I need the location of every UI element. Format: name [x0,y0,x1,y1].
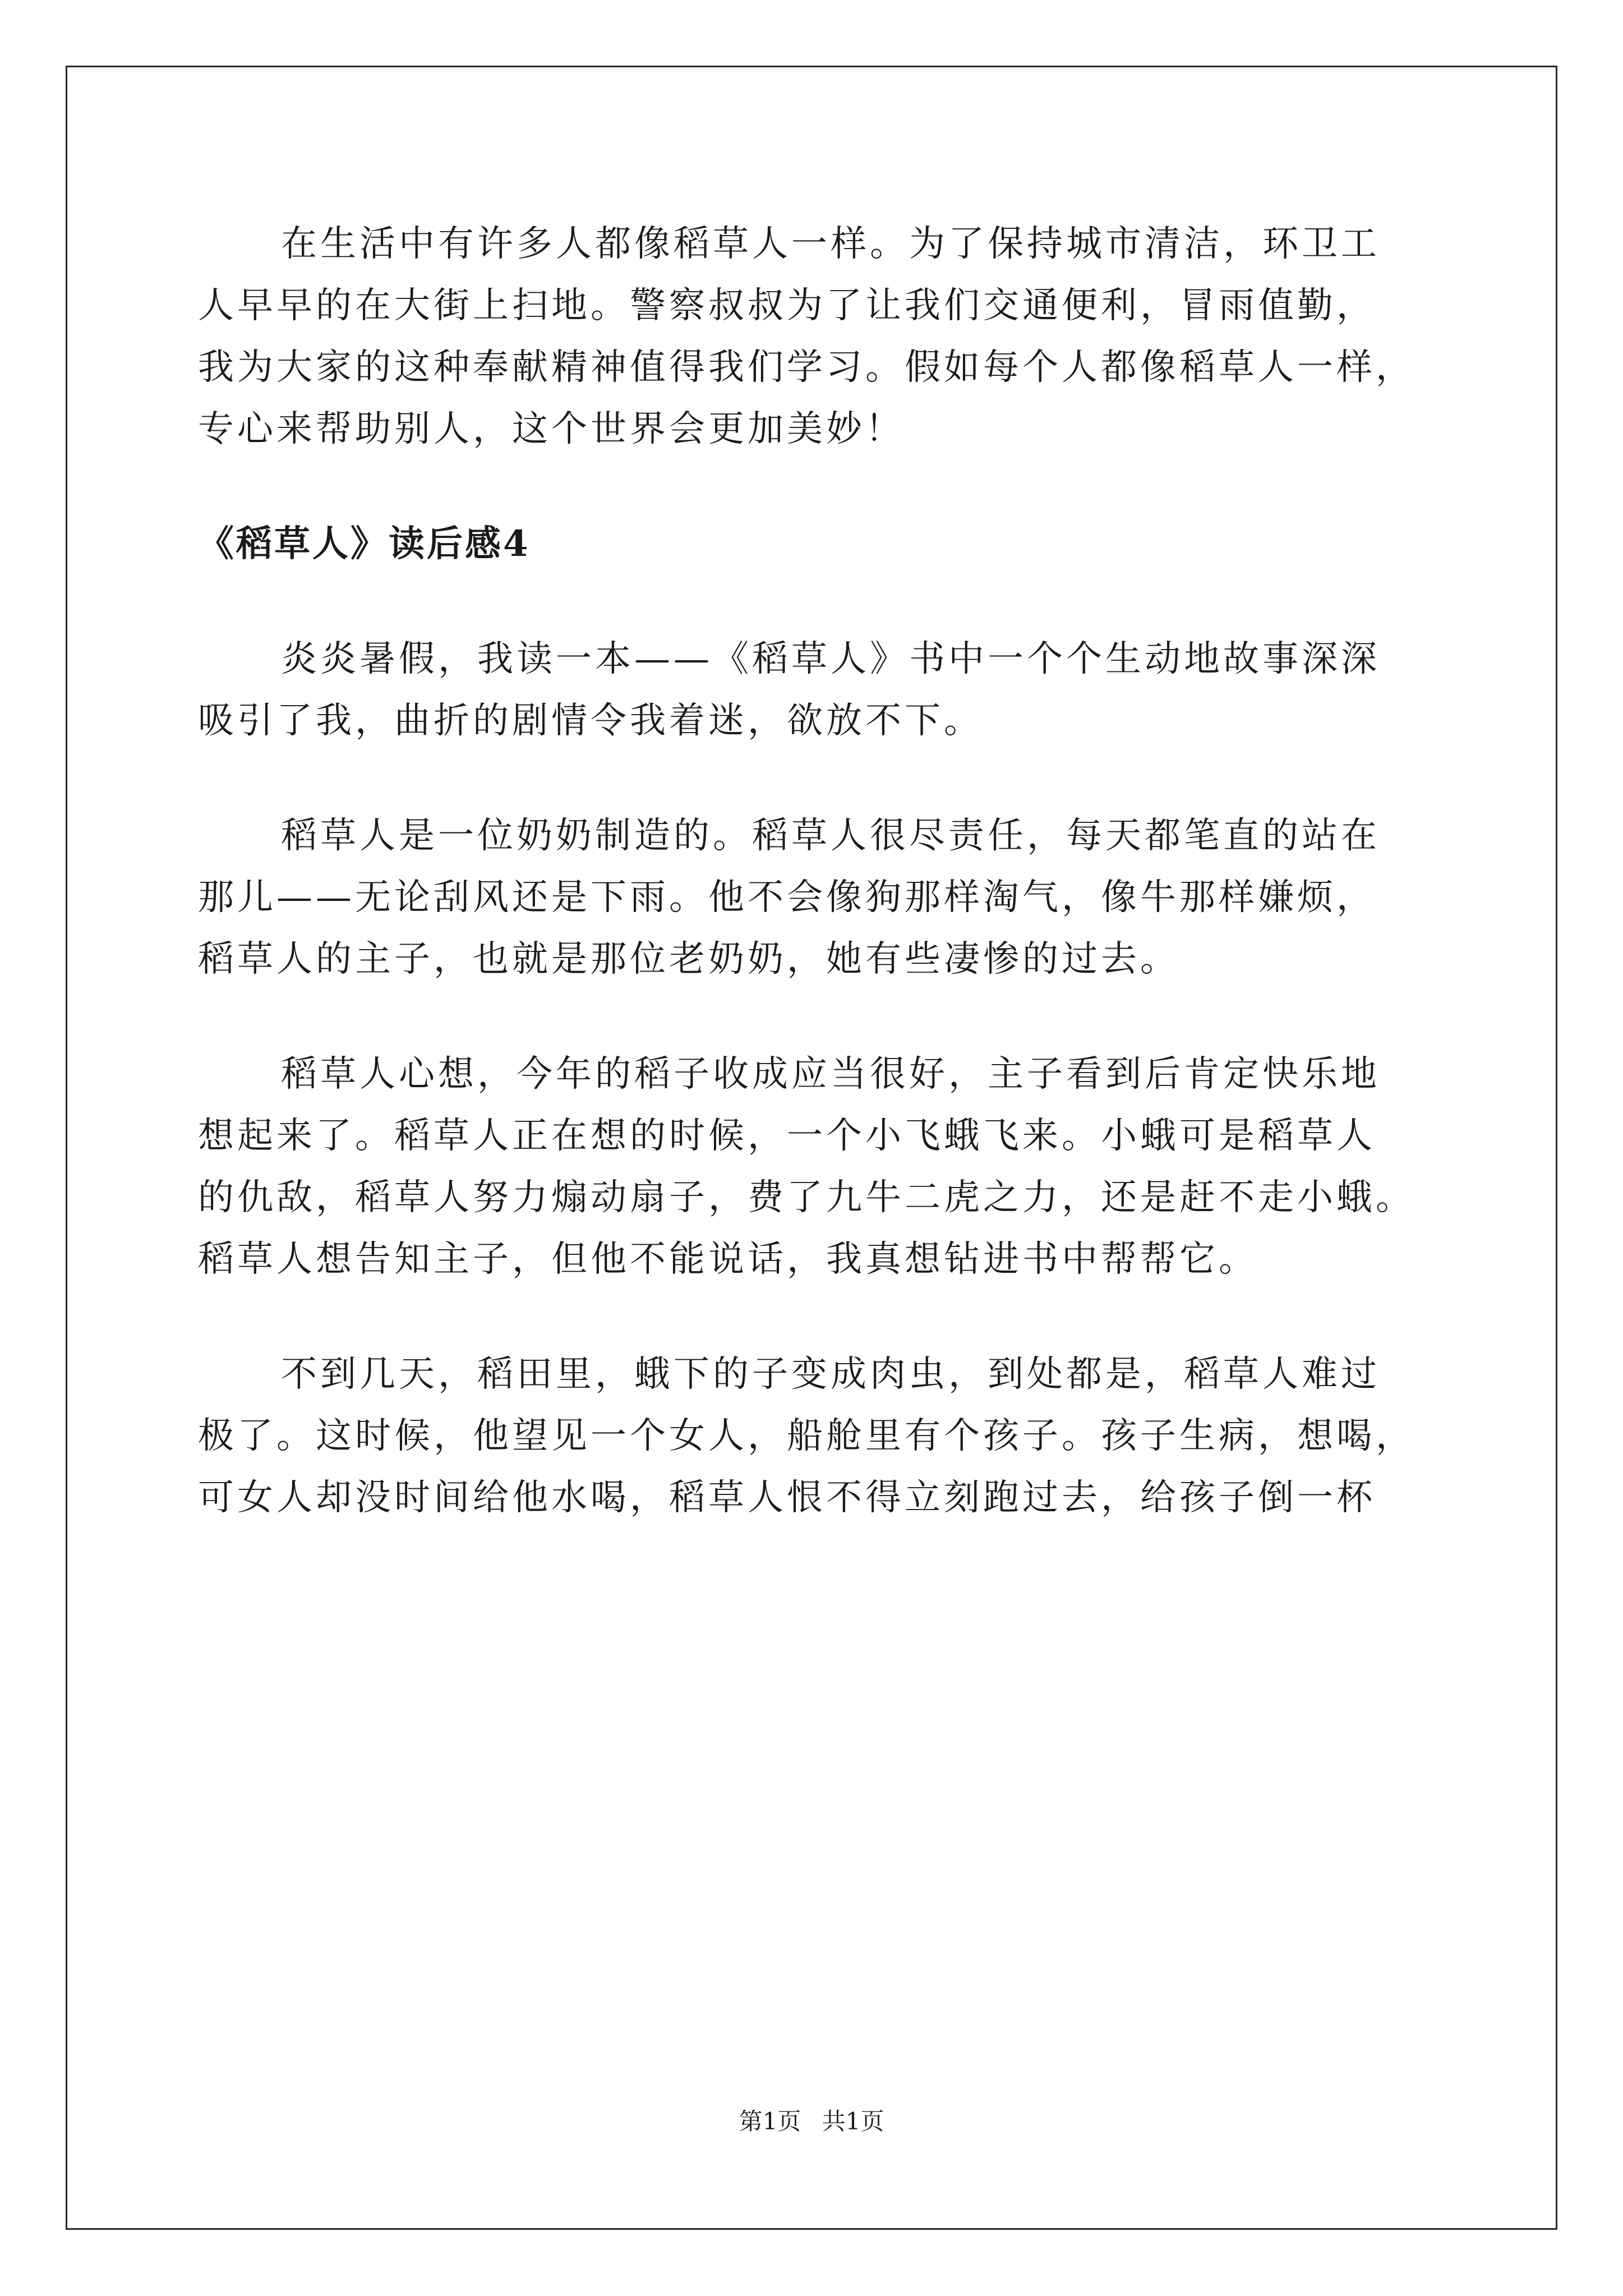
paragraph-line: 吸引了我，曲折的剧情令我着迷，欲放不下。 [198,700,983,742]
paragraph-line: 的仇敌，稻草人努力煽动扇子，费了九牛二虎之力，还是赶不走小蛾。 [198,1177,1415,1218]
paragraph-2 [198,628,1465,752]
paragraph-line: 炎炎暑假，我读一本——《稻草人》书中一个个生动地故事深深 [281,638,1380,680]
section-heading: 《稻草人》读后感4 [198,523,531,565]
document-body [198,213,1465,1529]
paragraph-line: 稻草人是一位奶奶制造的。稻草人很尽责任，每天都笔直的站在 [281,815,1380,857]
paragraph-line: 极了。这时候，他望见一个女人，船舱里有个孩子。孩子生病，想喝， [198,1415,1415,1457]
paragraph-line: 稻草人心想，今年的稻子收成应当很好，主子看到后肯定快乐地 [281,1053,1380,1095]
paragraph-3 [198,805,1465,990]
paragraph-line: 不到几天，稻田里，蛾下的子变成肉虫，到处都是，稻草人难过 [281,1354,1380,1395]
page-total: 共1页 [822,2108,884,2135]
paragraph-1 [198,213,1465,460]
paragraph-5 [198,1343,1465,1529]
paragraph-line: 我为大家的这种奉献精神值得我们学习。假如每个人都像稻草人一样， [198,347,1415,388]
paragraph-4 [198,1043,1465,1290]
paragraph-line: 人早早的在大街上扫地。警察叔叔为了让我们交通便利，冒雨值勤， [198,285,1376,326]
paragraph-line: 可女人却没时间给他水喝，稻草人恨不得立刻跑过去，给孩子倒一杯 [198,1477,1376,1519]
page-footer [0,2105,1623,2138]
page-number: 第1页 [739,2108,801,2135]
paragraph-line: 想起来了。稻草人正在想的时候，一个小飞蛾飞来。小蛾可是稻草人 [198,1115,1376,1157]
paragraph-line: 那儿——无论刮风还是下雨。他不会像狗那样淘气，像牛那样嫌烦， [198,877,1376,918]
paragraph-line: 稻草人的主子，也就是那位老奶奶，她有些凄惨的过去。 [198,938,1179,980]
paragraph-line: 在生活中有许多人都像稻草人一样。为了保持城市清洁，环卫工 [281,223,1380,265]
paragraph-line: 专心来帮助别人，这个世界会更加美妙！ [198,408,905,450]
paragraph-line: 稻草人想告知主子，但他不能说话，我真想钻进书中帮帮它。 [198,1239,1258,1280]
